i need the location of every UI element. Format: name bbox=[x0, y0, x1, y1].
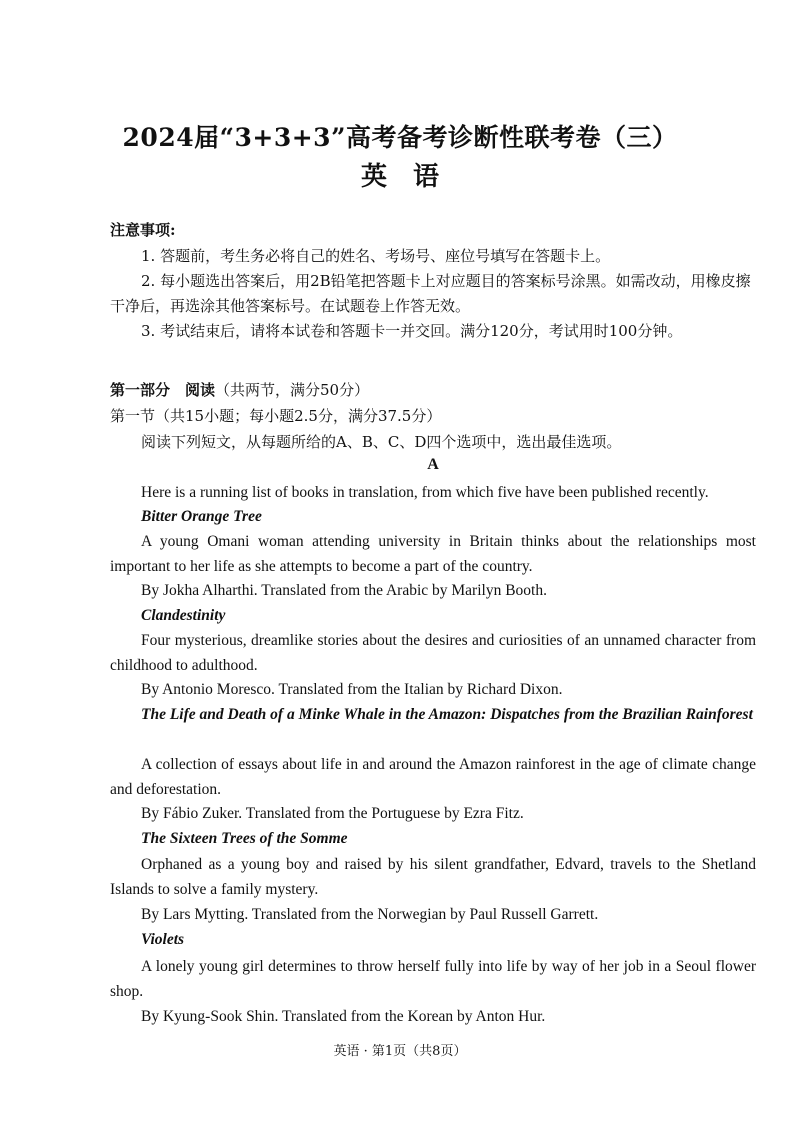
book-description-1: A young Omani woman attending university in Britain thinks about the relationships most important to her life as she attempts to become a part of the country. bbox=[110, 533, 756, 575]
book-title-4: The Sixteen Trees of the Somme bbox=[141, 830, 348, 847]
book-byline-2: By Antonio Moresco. Translated from the Italian by Richard Dixon. bbox=[141, 681, 563, 698]
book-description-5: A lonely young girl determines to throw herself fully into life by way of her job in a Seoul flower shop. bbox=[110, 958, 756, 1000]
notice-item-1: 1. 答题前，考生务必将自己的姓名、考场号、座位号填写在答题卡上。 bbox=[141, 247, 611, 265]
passage-intro: Here is a running list of books in translation, from which five have been published recently. bbox=[141, 484, 709, 501]
book-description-3: A collection of essays about life in and around the Amazon rainforest in the age of climate change and deforestation. bbox=[110, 756, 756, 798]
book-byline-4: By Lars Mytting. Translated from the Norwegian by Paul Russell Garrett. bbox=[141, 906, 599, 923]
book-byline-3: By Fábio Zuker. Translated from the Portuguese by Ezra Fitz. bbox=[141, 805, 524, 822]
book-title-3: The Life and Death of a Minke Whale in the Amazon: Dispatches from the Brazilian Rainforest bbox=[141, 706, 753, 723]
part1-label: 第一部分 阅读 bbox=[110, 381, 216, 399]
notice-heading: 注意事项: bbox=[110, 221, 176, 239]
book-byline-1: By Jokha Alharthi. Translated from the Arabic by Marilyn Booth. bbox=[141, 582, 547, 599]
book-title-5: Violets bbox=[141, 931, 185, 948]
book-title-2: Clandestinity bbox=[141, 607, 226, 624]
book-description-2: Four mysterious, dreamlike stories about the desires and curiosities of an unnamed character from childhood to adulthood. bbox=[110, 632, 756, 674]
part1-heading bbox=[110, 379, 369, 401]
page-footer: 英语 · 第1页（共8页） bbox=[333, 1044, 467, 1059]
notice-item-3: 3. 考试结束后，请将本试卷和答题卡一并交回。满分120分，考试用时100分钟。 bbox=[141, 322, 683, 340]
notice-item-2: 2. 每小题选出答案后，用2B铅笔把答题卡上对应题目的答案标号涂黑。如需改动，用橡皮擦干净后，再选涂其他答案标号。在试题卷上作答无效。 bbox=[110, 272, 751, 315]
exam-title: 2024届“3+3+3”高考备考诊断性联考卷（三） bbox=[122, 123, 678, 152]
section1-instruction: 阅读下列短文，从每题所给的A、B、C、D四个选项中，选出最佳选项。 bbox=[141, 433, 622, 451]
book-byline-5: By Kyung-Sook Shin. Translated from the Korean by Anton Hur. bbox=[141, 1008, 546, 1025]
book-description-4: Orphaned as a young boy and raised by his silent grandfather, Edvard, travels to the Shetland Islands to solve a family mystery. bbox=[110, 856, 756, 898]
part1-detail: （共两节，满分50分） bbox=[215, 381, 370, 399]
passage-letter: A bbox=[427, 456, 439, 473]
book-title-1: Bitter Orange Tree bbox=[141, 508, 262, 525]
exam-subject: 英 语 bbox=[360, 162, 439, 192]
section1-heading: 第一节（共15小题；每小题2.5分，满分37.5分） bbox=[110, 407, 442, 425]
